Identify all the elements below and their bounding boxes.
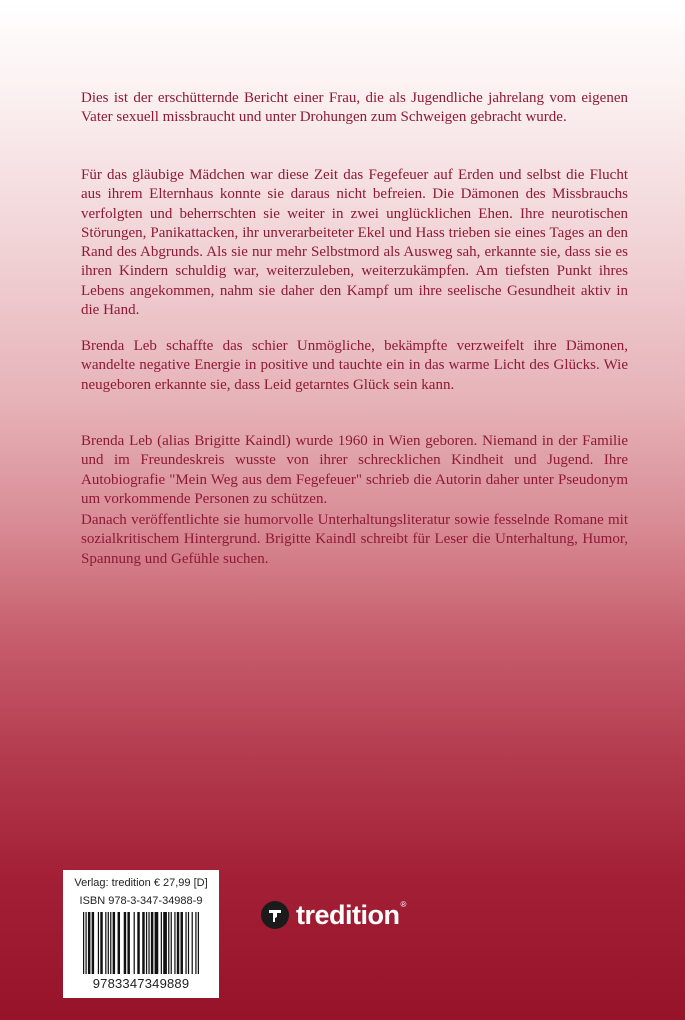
barcode-bar xyxy=(177,912,179,974)
barcode-bar xyxy=(83,912,84,974)
barcode-bar xyxy=(98,912,99,974)
barcode-bar xyxy=(127,912,129,974)
ean-digits: 9783347349889 xyxy=(92,976,190,991)
barcode-bar xyxy=(174,912,175,974)
barcode-bar xyxy=(118,912,120,974)
barcode-bar xyxy=(171,912,172,974)
barcode-bar xyxy=(151,912,153,974)
blurb-paragraph-1: Dies ist der erschütternde Bericht einer Frau, die als Jugendliche jahrelang vom eigenen Vater sexuell missbraucht und unter Drohungen zum Schweigen gebracht wurde. xyxy=(81,90,628,126)
author-bio-paragraph-1: Brenda Leb (alias Brigitte Kaindl) wurde 1960 in Wien geboren. Niemand in der Familie und im Freundeskreis wusste von ihrer schrecklichen Kindheit und Jugend. Ihre Autobiografie "Mein Weg aus dem Fegefeuer" schrieb die Autorin daher unter Pseudonym um vorkommende Personen zu schützen. xyxy=(81,433,628,507)
barcode-bar xyxy=(142,912,144,974)
barcode-bar xyxy=(198,912,199,974)
barcode-bar xyxy=(85,912,86,974)
barcode-bar xyxy=(100,912,102,974)
barcode-bar xyxy=(146,912,147,974)
barcode-bar xyxy=(180,912,182,974)
tredition-logo-icon xyxy=(260,900,290,930)
barcode-bar xyxy=(192,912,193,974)
publisher-price-line: Verlag: tredition € 27,99 [D] xyxy=(74,877,208,889)
barcode xyxy=(83,912,199,974)
barcode-bar xyxy=(155,912,159,974)
author-bio-paragraph-2: Danach veröffentlichte sie humorvolle Unterhaltungsliteratur sowie fesselnde Romane mit sozialkritischem Hintergrund. Brigitte Kaindl schreibt für Leser die Unterhaltung, Humor, Spannung und Gefühle suchen. xyxy=(81,512,628,567)
barcode-bar xyxy=(188,912,189,974)
barcode-bar xyxy=(163,912,167,974)
barcode-bar xyxy=(137,912,139,974)
barcode-bar xyxy=(161,912,162,974)
publisher-name: tredition® xyxy=(296,899,406,930)
barcode-bar xyxy=(168,912,169,974)
barcode-bar xyxy=(105,912,106,974)
blurb-paragraph-3: Brenda Leb schaffte das schier Unmögliche, bekämpfte verzweifelt ihre Dämonen, wandelte negative Energie in positive und tauchte ein in das warme Licht des Glücks. Wie neugeboren erkannte sie, dass Leid getarntes Glück sein kann. xyxy=(81,338,628,393)
barcode-bar xyxy=(185,912,186,974)
publisher-logo xyxy=(260,899,406,931)
barcode-bar xyxy=(195,912,196,974)
barcode-bar xyxy=(124,912,126,974)
barcode-bar xyxy=(113,912,115,974)
barcode-bar xyxy=(92,912,94,974)
barcode-bar xyxy=(110,912,111,974)
blurb-paragraph-2: Für das gläubige Mädchen war diese Zeit das Fegefeuer auf Erden und selbst die Flucht aus ihrem Elternhaus konnte sie daraus nicht befreien. Die Dämonen des Missbrauchs verfolgten und beherrschten sie weiter in zwei unglücklichen Ehen. Ihre neurotischen Störungen, Panikattacken, ihr unverarbeiteter Ekel und Hass trieben sie eines Tages an den Rand des Abgrunds. Als sie nur mehr Selbstmord als Ausweg sah, erkannte sie, dass sie es ihren Kindern schuldig war, weiterzuleben, weiterzukämpfen. Am tiefsten Punkt ihres Lebens angekommen, nahm sie daher den Kampf um ihre seelische Gesundheit aktiv in die Hand. xyxy=(81,167,628,319)
barcode-bar xyxy=(88,912,90,974)
barcode-box xyxy=(63,870,219,998)
barcode-bar xyxy=(134,912,135,974)
barcode-bar xyxy=(108,912,109,974)
barcode-bar xyxy=(148,912,149,974)
isbn-line: ISBN 978-3-347-34988-9 xyxy=(79,895,203,907)
